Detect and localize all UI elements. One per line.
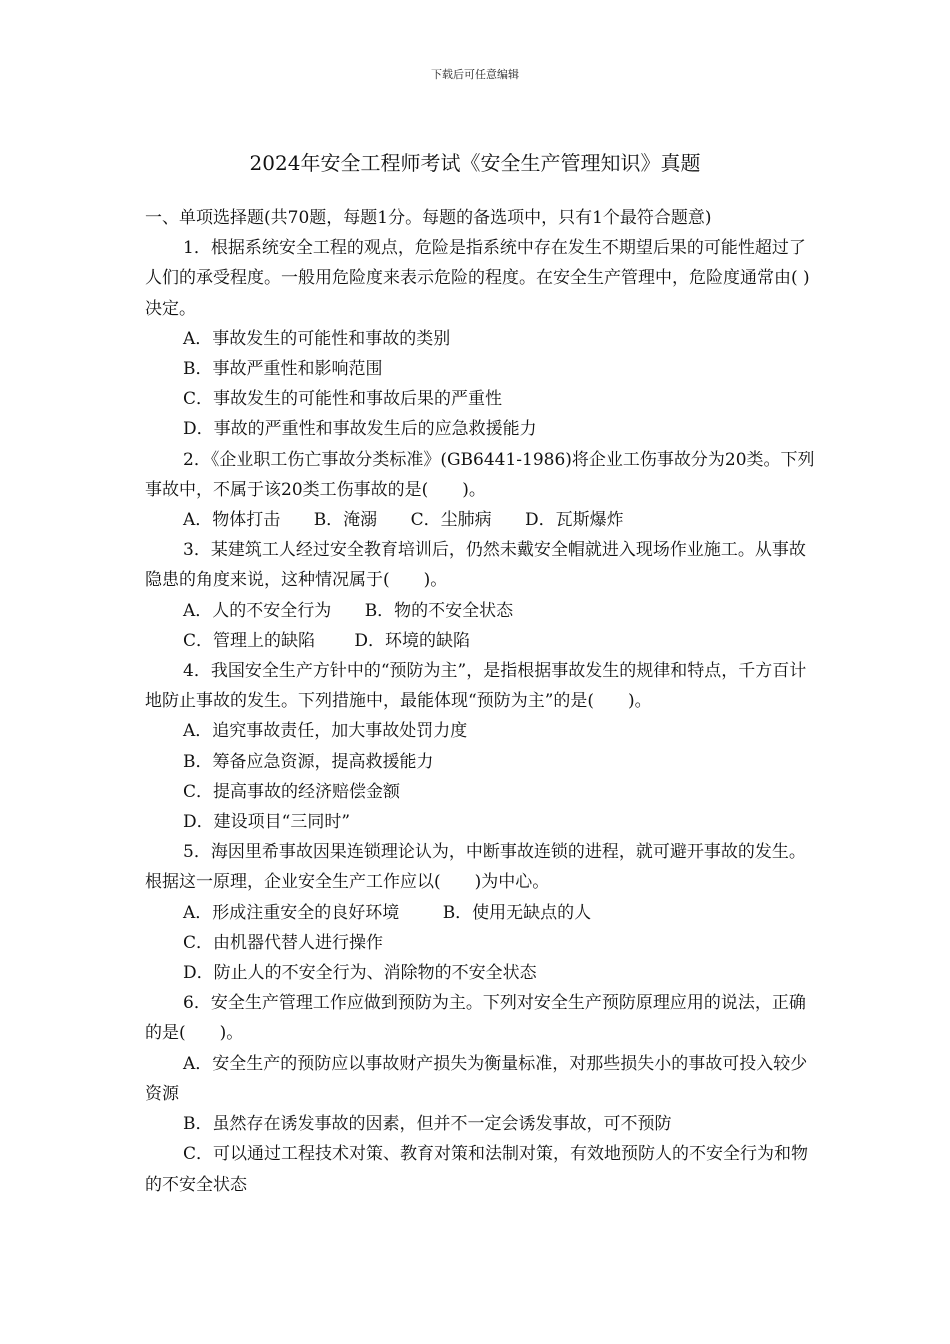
q3-option-c: C．管理上的缺陷 — [183, 630, 316, 651]
q3-options-row-2 — [145, 626, 817, 656]
q5-option-d: D．防止人的不安全行为、消除物的不安全状态 — [183, 963, 537, 984]
q3-option-d: D．环境的缺陷 — [354, 630, 471, 651]
q5-option-a: A．形成注重安全的良好环境 — [183, 902, 400, 923]
question-1-stem: 1．根据系统安全工程的观点，危险是指系统中存在发生不期望后果的可能性超过了人们的承受程度。一般用危险度来表示危险的程度。在安全生产管理中，危险度通常由( )决定。 — [145, 238, 810, 319]
q3-options-row-1 — [145, 596, 817, 626]
exam-title: 2024年安全工程师考试《安全生产管理知识》真题 — [249, 151, 701, 175]
question-2-stem: 2．《企业职工伤亡事故分类标准》(GB6441-1986)将企业工伤事故分为20类。下列事故中，不属于该20类工伤事故的是( )。 — [145, 449, 815, 500]
question-5-stem: 5．海因里希事故因果连锁理论认为，中断事故连锁的进程，就可避开事故的发生。根据这一原理，企业安全生产工作应以( )为中心。 — [145, 842, 806, 893]
page-header: 下载后可任意编辑 — [431, 68, 519, 81]
q5-option-c: C．由机器代替人进行操作 — [183, 932, 384, 953]
q2-option-b: B．淹溺 — [313, 510, 378, 531]
q5-option-b: B．使用无缺点的人 — [442, 902, 592, 923]
q1-option-b: B．事故严重性和影响范围 — [183, 359, 383, 380]
q2-option-d: D．瓦斯爆炸 — [525, 510, 624, 531]
q1-option-a: A．事故发生的可能性和事故的类别 — [183, 328, 451, 349]
exam-content — [145, 203, 817, 1200]
question-3-stem: 3．某建筑工人经过安全教育培训后，仍然未戴安全帽就进入现场作业施工。从事故隐患的角度来说，这种情况属于( )。 — [145, 540, 806, 591]
q5-options-row — [145, 898, 817, 928]
q1-option-d: D．事故的严重性和事故发生后的应急救援能力 — [183, 419, 537, 440]
section-heading: 一、单项选择题(共70题，每题1分。每题的备选项中，只有1个最符合题意) — [145, 208, 712, 228]
q6-option-b: B．虽然存在诱发事故的因素，但并不一定会诱发事故，可不预防 — [183, 1114, 672, 1135]
q3-option-a: A．人的不安全行为 — [183, 600, 332, 621]
q2-option-a: A．物体打击 — [183, 510, 281, 531]
question-4-stem: 4．我国安全生产方针中的“预防为主”，是指根据事故发生的规律和特点，千方百计地防止事故的发生。下列措施中，最能体现“预防为主”的是( )。 — [145, 661, 807, 712]
q6-option-c: C．可以通过工程技术对策、教育对策和法制对策，有效地预防人的不安全行为和物的不安全状态 — [145, 1144, 809, 1195]
question-6-stem: 6．安全生产管理工作应做到预防为主。下列对安全生产预防原理应用的说法，正确的是( )。 — [145, 993, 806, 1044]
q4-option-c: C．提高事故的经济赔偿金额 — [183, 781, 401, 802]
q6-option-a: A．安全生产的预防应以事故财产损失为衡量标准，对那些损失小的事故可投入较少资源 — [145, 1053, 808, 1104]
q4-option-b: B．筹备应急资源，提高救援能力 — [183, 751, 434, 772]
q2-option-c: C．尘肺病 — [410, 510, 492, 531]
q4-option-d: D．建设项目“三同时” — [183, 812, 351, 833]
q3-option-b: B．物的不安全状态 — [364, 600, 514, 621]
q1-option-c: C．事故发生的可能性和事故后果的严重性 — [183, 389, 503, 410]
q2-options-row — [145, 505, 817, 535]
q4-option-a: A．追究事故责任，加大事故处罚力度 — [183, 721, 468, 742]
